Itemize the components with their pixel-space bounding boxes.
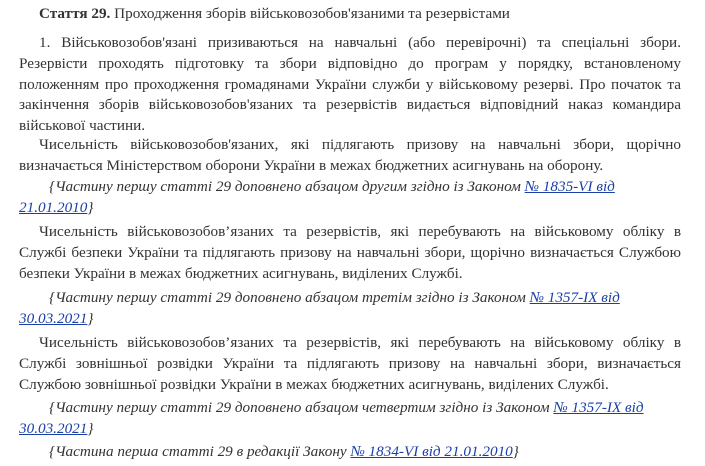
note-close: }	[512, 443, 519, 460]
paragraph-3: Чисельність військовозобов’язаних та резервістів, які перебувають на військовому обліку в Службі безпеки України та підлягають призову на навчальні збори, щорічно визначається Службою безпеки України в межах бюджетних асигнувань, виділених Службі.	[19, 223, 681, 282]
note-text: {Частину першу статті 29 доповнено абзацом третім згідно із Законом	[49, 289, 530, 306]
note-close: }	[87, 198, 94, 216]
law-link[interactable]: № 1357-IX від 30.03.2021	[19, 289, 620, 327]
note-text: {Частину першу статті 29 доповнено абзацом четвертим згідно із Законом	[49, 399, 554, 416]
amendment-note-2	[19, 288, 683, 330]
note-close: }	[87, 309, 94, 327]
amendment-note-3	[19, 398, 683, 440]
paragraph-4: Чисельність військовозобов’язаних та резервістів, які перебувають на військовому обліку в Службі зовнішньої розвідки України та підлягають призову на навчальні збори, визначається Службою зовнішньої розвідки України в межах бюджетних асигнувань, виділених Службі.	[19, 334, 681, 393]
note-text: {Частина перша статті 29 в редакції Закону	[49, 443, 351, 460]
paragraph-1: 1. Військовозобов'язані призиваються на навчальні (або перевірочні) та спеціальні збори. Резервісти проходять підготовку та збори відповідно до програм у порядку, встановленому положенням про проходження громадянами України служби у військовому резерві. Про початок та закінчення зборів військовозобов'язаних та резервістів видається відповідний наказ командира військової частини.	[19, 34, 681, 135]
law-link[interactable]: № 1835-VI від 21.01.2010	[19, 178, 615, 216]
amendment-note-1	[19, 177, 683, 219]
note-close: }	[87, 419, 94, 437]
article-heading	[39, 4, 510, 25]
law-link[interactable]: № 1357-IX від 30.03.2021	[19, 399, 644, 437]
law-link[interactable]: № 1834-VI від 21.01.2010	[350, 443, 513, 460]
amendment-note-4	[19, 442, 683, 463]
article-number: Стаття 29.	[39, 5, 111, 22]
paragraph-2: Чисельність військовозобов'язаних, які підлягають призову на навчальні збори, щорічно визначається Міністерством оборони України в межах бюджетних асигнувань на оборону.	[19, 136, 681, 174]
note-text: {Частину першу статті 29 доповнено абзацом другим згідно із Законом	[49, 178, 525, 195]
article-title: Проходження зборів військовозобов'язаними та резервістами	[110, 5, 510, 22]
